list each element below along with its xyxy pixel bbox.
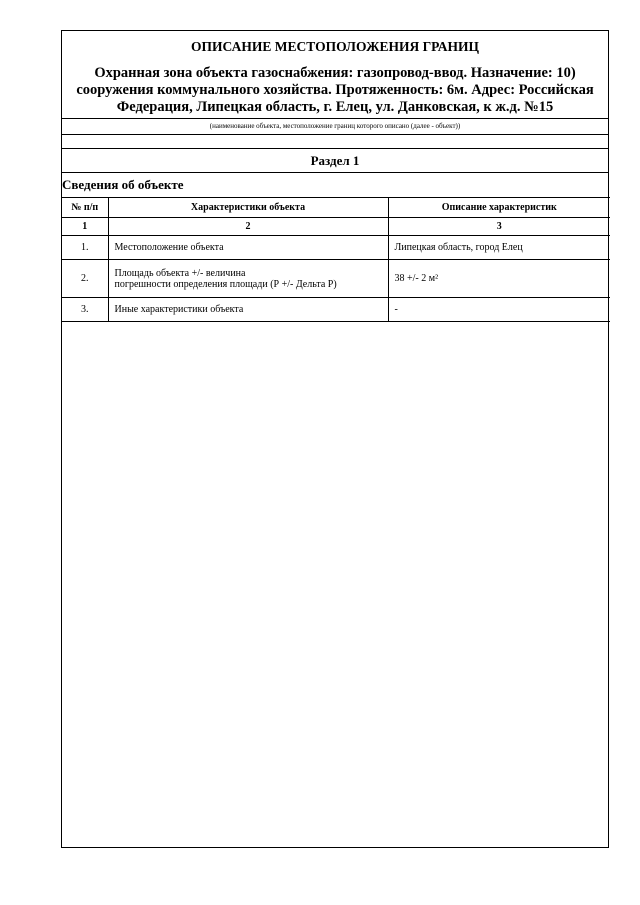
- object-name: Охранная зона объекта газоснабжения: газопровод-ввод. Назначение: 10) сооружения коммунального хозяйства. Протяженность: 6м. Адрес: Российская Федерация, Липецкая область, г. Елец, ул. Данковская, к ж.д. №15: [76, 65, 594, 115]
- row-characteristic: [108, 298, 388, 322]
- row-description: Липецкая область, город Елец: [388, 236, 610, 260]
- characteristic-text: Площадь объекта +/- величина: [114, 267, 246, 279]
- index-cell: 1: [62, 218, 108, 236]
- index-cell: 2: [108, 218, 388, 236]
- table-index-row: [62, 218, 610, 236]
- subsection-title: Сведения об объекте: [62, 177, 184, 192]
- spacer-row: [62, 135, 608, 149]
- table-row: [62, 260, 610, 298]
- characteristic-text: Местоположение объекта: [114, 242, 224, 253]
- table-header-row: [62, 198, 610, 218]
- row-number: 2.: [62, 260, 108, 298]
- header-number: № п/п: [62, 198, 108, 218]
- document-title: ОПИСАНИЕ МЕСТОПОЛОЖЕНИЯ ГРАНИЦ: [191, 39, 479, 54]
- characteristic-text: Иные характеристики объекта: [114, 304, 244, 315]
- row-description: 38 +/- 2 м²: [388, 260, 610, 298]
- row-number: 3.: [62, 298, 108, 322]
- row-characteristic: [108, 236, 388, 260]
- table-row: [62, 298, 610, 322]
- characteristics-table: [62, 197, 610, 322]
- characteristic-text-line2: погрешности определения площади (Р +/- Дельта Р): [114, 278, 337, 290]
- index-cell: 3: [388, 218, 610, 236]
- row-description: -: [388, 298, 610, 322]
- table-row: [62, 236, 610, 260]
- row-characteristic: [108, 260, 388, 298]
- row-number: 1.: [62, 236, 108, 260]
- title-block: [62, 31, 608, 119]
- header-description: Описание характеристик: [388, 198, 610, 218]
- section-title: Раздел 1: [62, 149, 608, 173]
- object-caption: (наименование объекта, местоположение границ которого описано (далее - объект)): [62, 119, 608, 135]
- document-frame: [61, 30, 609, 848]
- header-characteristic: Характеристики объекта: [108, 198, 388, 218]
